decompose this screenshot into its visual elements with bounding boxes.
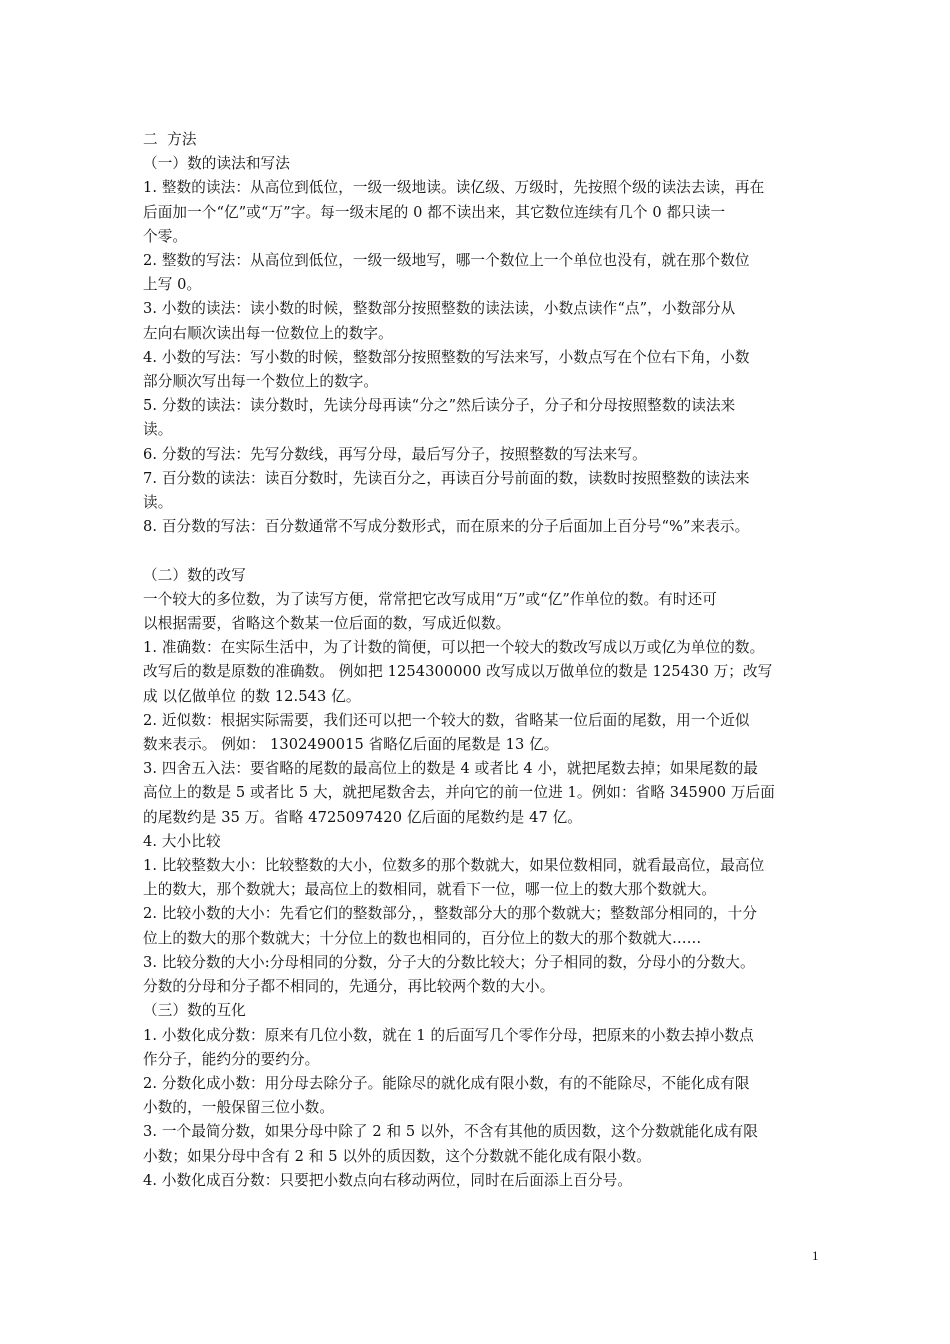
text-line: 部分顺次写出每一个数位上的数字。 <box>143 373 379 391</box>
text-line: 改写后的数是原数的准确数。 例如把 1254300000 改写成以万做单位的数是 125430 万；改写 <box>143 663 773 681</box>
text-line: 的尾数约是 35 万。省略 4725097420 亿后面的尾数约是 47 亿。 <box>143 808 583 826</box>
text-line: 个零。 <box>143 227 188 245</box>
text-line: 2. 近似数：根据实际需要，我们还可以把一个较大的数，省略某一位后面的尾数，用一个近似 <box>143 711 750 729</box>
blank-line <box>143 539 835 563</box>
text-line: 4. 小数化成百分数：只要把小数点向右移动两位，同时在后面添上百分号。 <box>143 1171 633 1189</box>
text-line: 1. 整数的读法：从高位到低位，一级一级地读。读亿级、万级时，先按照个级的读法去读，再在 <box>143 179 765 197</box>
text-line: 作分子，能约分的要约分。 <box>143 1050 320 1068</box>
text-line: 5. 分数的读法：读分数时，先读分母再读“分之”然后读分子，分子和分母按照整数的读法来 <box>143 397 736 415</box>
text-line: 成 以亿做单位 的数 12.543 亿。 <box>143 687 361 705</box>
text-line: 上的数大，那个数就大；最高位上的数相同，就看下一位，哪一位上的数大那个数就大。 <box>143 881 717 899</box>
text-line: 6. 分数的写法：先写分数线，再写分母，最后写分子，按照整数的写法来写。 <box>143 445 647 463</box>
text-line: 1. 比较整数大小：比较整数的大小，位数多的那个数就大，如果位数相同，就看最高位，最高位 <box>143 857 765 875</box>
section-heading: 二 方法 <box>143 131 197 148</box>
text-line: 高位上的数是 5 或者比 5 大，就把尾数舍去，并向它的前一位进 1。例如：省略 345900 万后面 <box>143 784 775 802</box>
text-line: 2. 分数化成小数：用分母去除分子。能除尽的就化成有限小数，有的不能除尽，不能化成有限 <box>143 1074 750 1092</box>
page-number: 1 <box>812 1248 819 1263</box>
text-line: 数来表示。 例如： 1302490015 省略亿后面的尾数是 13 亿。 <box>143 736 559 754</box>
text-line: 读。 <box>143 494 173 512</box>
text-line: 3. 四舍五入法：要省略的尾数的最高位上的数是 4 或者比 4 小，就把尾数去掉；如果尾数的最 <box>143 760 758 778</box>
text-line: 后面加一个“亿”或“万”字。每一级末尾的 0 都不读出来，其它数位连续有几个 0 都只读一 <box>143 203 726 221</box>
text-line: 分数的分母和分子都不相同的，先通分，再比较两个数的大小。 <box>143 978 555 996</box>
text-line: 一个较大的多位数，为了读写方便，常常把它改写成用“万”或“亿”作单位的数。有时还可 <box>143 590 717 608</box>
text-line: 1. 准确数：在实际生活中，为了计数的简便，可以把一个较大的数改写成以万或亿为单位的数。 <box>143 639 765 657</box>
text-line: 4. 小数的写法：写小数的时候，整数部分按照整数的写法来写，小数点写在个位右下角，小数 <box>143 348 750 366</box>
text-line: 3. 一个最简分数，如果分母中除了 2 和 5 以外，不含有其他的质因数，这个分数就能化成有限 <box>143 1123 758 1141</box>
text-line: 2. 整数的写法：从高位到低位，一级一级地写，哪一个数位上一个单位也没有，就在那个数位 <box>143 252 750 270</box>
text-line: 左向右顺次读出每一位数位上的数字。 <box>143 324 393 342</box>
text-line: 上写 0。 <box>143 276 202 294</box>
subsection-heading: （三）数的互化 <box>143 1002 246 1020</box>
text-line: 3. 小数的读法：读小数的时候，整数部分按照整数的读法读，小数点读作“点”，小数部分从 <box>143 300 736 318</box>
document-body <box>143 128 835 1193</box>
text-line: 8. 百分数的写法：百分数通常不写成分数形式，而在原来的分子后面加上百分号“%”来表示。 <box>143 518 750 536</box>
text-line: 1. 小数化成分数：原来有几位小数，就在 1 的后面写几个零作分母，把原来的小数去掉小数点 <box>143 1026 754 1044</box>
subsection-heading: （一）数的读法和写法 <box>143 155 290 173</box>
text-line: 位上的数大的那个数就大；十分位上的数也相同的，百分位上的数大的那个数就大…… <box>143 929 702 947</box>
text-line: 以根据需要，省略这个数某一位后面的数，写成近似数。 <box>143 615 511 633</box>
text-line: 4. 大小比较 <box>143 832 221 850</box>
text-line: 3. 比较分数的大小:分母相同的分数，分子大的分数比较大；分子相同的数，分母小的分数大。 <box>143 953 755 971</box>
text-line: 7. 百分数的读法：读百分数时，先读百分之，再读百分号前面的数，读数时按照整数的读法来 <box>143 469 750 487</box>
text-line: 读。 <box>143 421 173 439</box>
text-line: 小数的，一般保留三位小数。 <box>143 1099 335 1117</box>
text-line: 小数；如果分母中含有 2 和 5 以外的质因数，这个分数就不能化成有限小数。 <box>143 1147 651 1165</box>
subsection-heading: （二）数的改写 <box>143 566 246 584</box>
text-line: 2. 比较小数的大小：先看它们的整数部分，，整数部分大的那个数就大；整数部分相同的，十分 <box>143 905 758 923</box>
